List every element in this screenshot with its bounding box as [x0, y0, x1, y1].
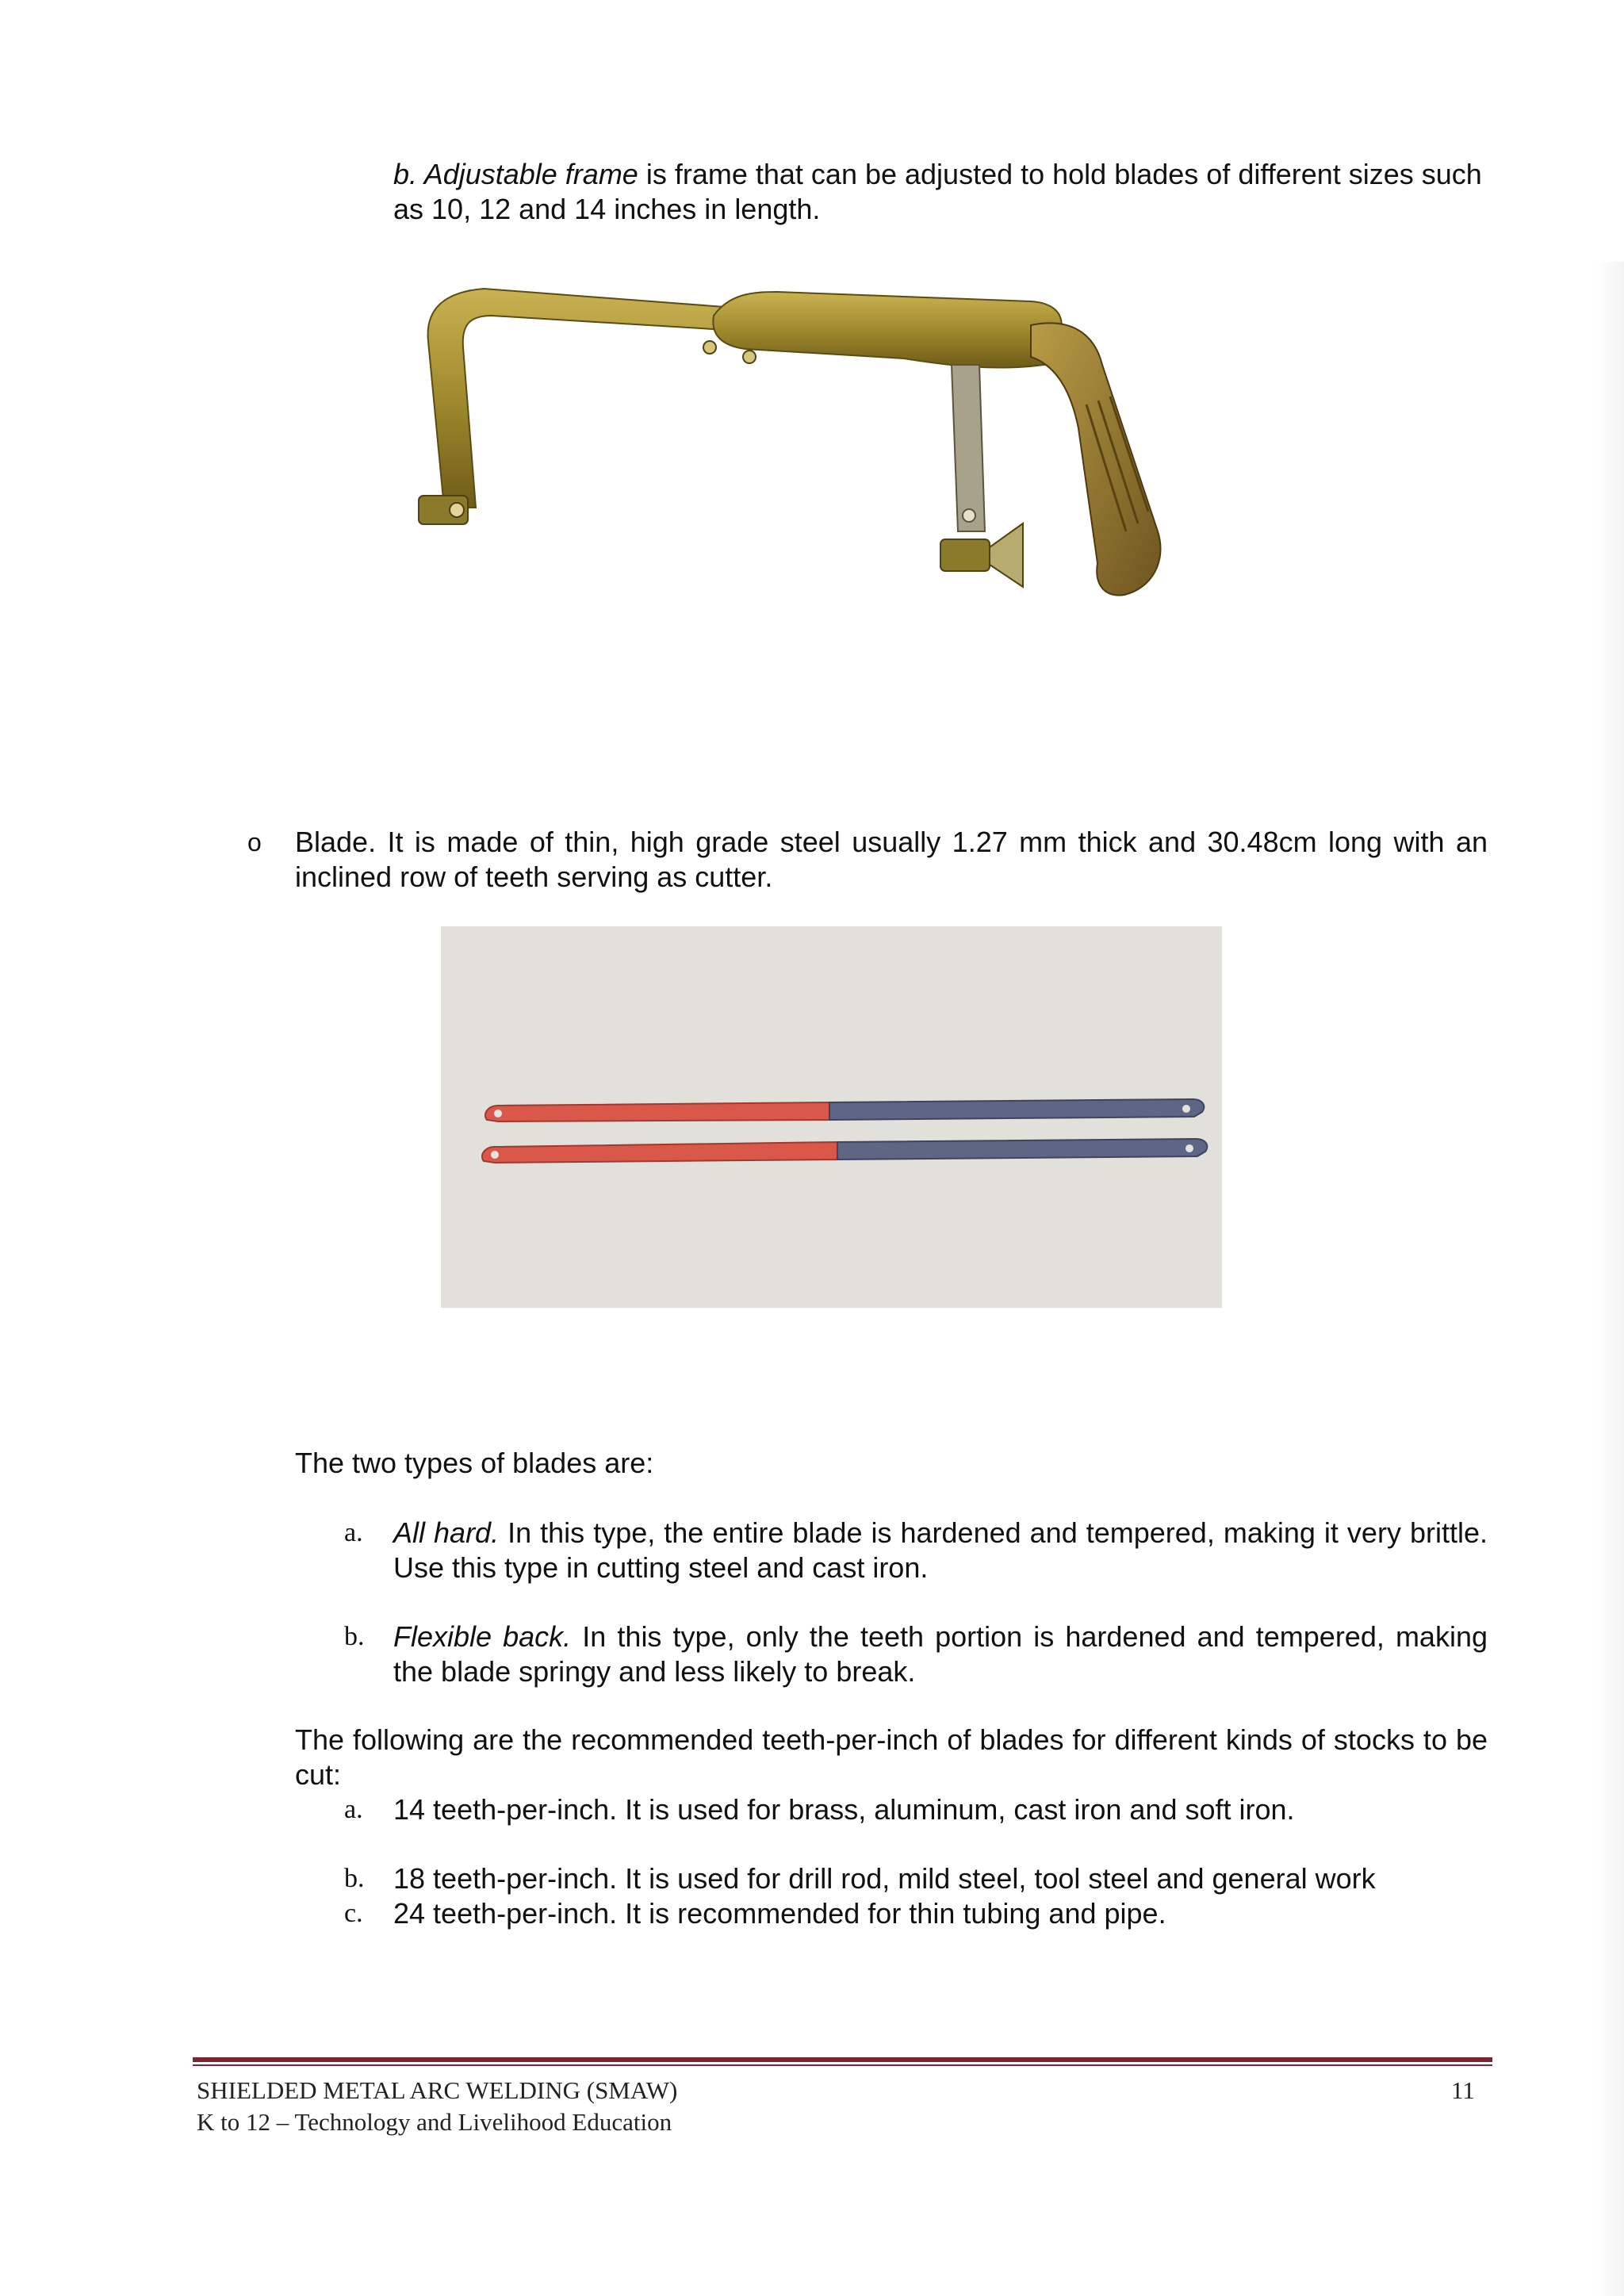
- blade-type-a-term: All hard.: [393, 1516, 500, 1549]
- adjustable-frame-paragraph: [393, 157, 1488, 227]
- teeth-item-b-marker: b.: [344, 1864, 365, 1893]
- teeth-item-a-text: 14 teeth-per-inch. It is used for brass, aluminum, cast iron and soft iron.: [393, 1793, 1295, 1826]
- footer-subtitle: K to 12 – Technology and Livelihood Education: [197, 2108, 672, 2136]
- page-edge-shadow: [1595, 262, 1624, 2296]
- adjustable-frame-image: [396, 270, 1205, 627]
- blade-type-a-marker: a.: [344, 1518, 363, 1547]
- blade-types-intro: The two types of blades are:: [295, 1447, 654, 1479]
- blade-paragraph: Blade. It is made of thin, high grade steel usually 1.27 mm thick and 30.48cm long with an inclined row of teeth serving as cutter.: [295, 826, 1488, 893]
- adjustable-frame-term: b. Adjustable frame: [393, 158, 638, 190]
- blade-type-b-term: Flexible back.: [393, 1620, 572, 1653]
- blade-type-b-description: In this type, only the teeth portion is hardened and tempered, making the blade springy and less likely to break.: [393, 1620, 1488, 1688]
- blade-bullet: o: [247, 828, 262, 857]
- hacksaw-blades-image: [441, 926, 1222, 1308]
- footer-rule: [193, 2057, 1492, 2062]
- teeth-per-inch-intro: The following are the recommended teeth-per-inch of blades for different kinds of stocks to be cut:: [295, 1723, 1488, 1791]
- blade-type-b-text: [393, 1619, 1488, 1689]
- footer-rule-thin: [193, 2064, 1492, 2066]
- blade-type-b-marker: b.: [344, 1622, 365, 1651]
- blade-type-a-description: In this type, the entire blade is hardened and tempered, making it very brittle. Use this type in cutting steel and cast iron.: [393, 1516, 1488, 1584]
- teeth-item-b-text: 18 teeth-per-inch. It is used for drill rod, mild steel, tool steel and general work: [393, 1862, 1376, 1895]
- adjustable-frame-description: is frame that can be adjusted to hold blades of different sizes such as 10, 12 and 14 inches in length.: [393, 158, 1482, 225]
- teeth-item-a-marker: a.: [344, 1795, 363, 1824]
- blade-type-a-text: [393, 1516, 1488, 1585]
- teeth-item-c-text: 24 teeth-per-inch. It is recommended for thin tubing and pipe.: [393, 1897, 1166, 1930]
- footer-title: SHIELDED METAL ARC WELDING (SMAW): [197, 2076, 678, 2104]
- teeth-item-c-marker: c.: [344, 1899, 363, 1928]
- page-number: 11: [1451, 2076, 1475, 2104]
